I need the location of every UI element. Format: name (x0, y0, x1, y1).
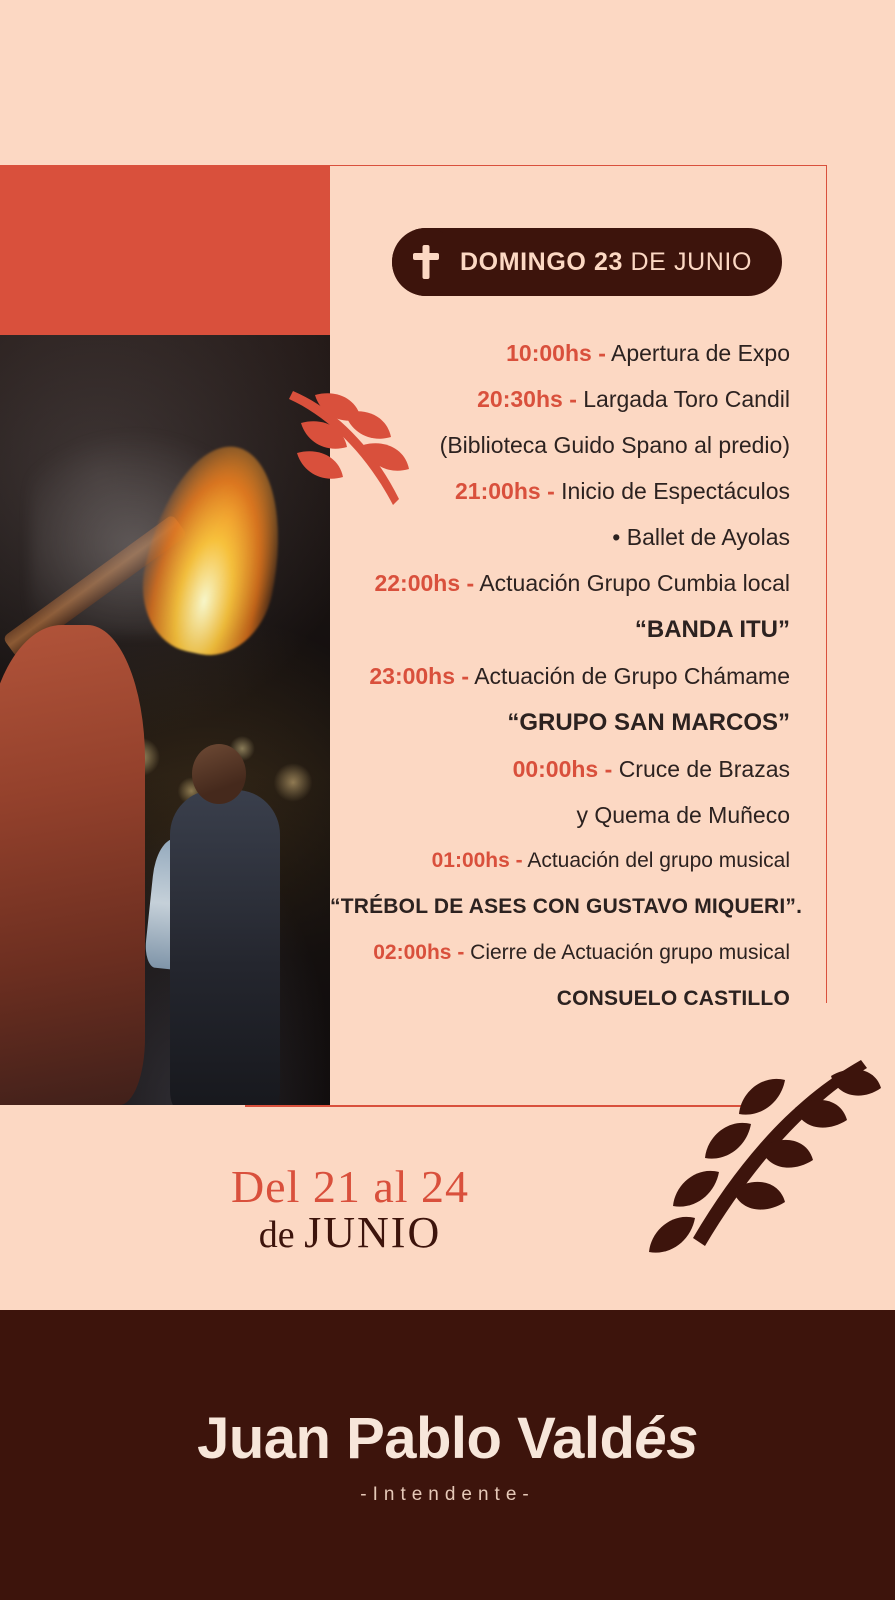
schedule-text: Actuación del grupo musical (527, 849, 790, 872)
schedule-item (330, 514, 790, 560)
schedule-item (330, 376, 790, 422)
schedule-item (330, 930, 790, 976)
schedule-item (330, 653, 790, 699)
schedule-time: 23:00hs (369, 663, 456, 689)
schedule-text: Inicio de Espectáculos (561, 478, 790, 504)
schedule-item (330, 699, 790, 746)
schedule-item (330, 422, 790, 468)
cross-icon (411, 243, 441, 281)
schedule-list (330, 330, 803, 1022)
schedule-artist: CONSUELO CASTILLO (556, 987, 790, 1010)
footer-name-main: Juan Pablo Vald (197, 1405, 635, 1471)
event-dates-de: de (258, 1214, 305, 1256)
schedule-time: 10:00hs (506, 340, 592, 366)
footer-name (197, 1405, 698, 1472)
schedule-dash: - (598, 340, 606, 366)
schedule-text: • Ballet de Ayolas (612, 524, 790, 550)
schedule-item (330, 838, 790, 884)
schedule-time: 20:30hs (477, 386, 563, 412)
date-banner-month: DE JUNIO (622, 247, 753, 276)
schedule-text: (Biblioteca Guido Spano al predio) (439, 432, 790, 458)
date-banner-day: DOMINGO 23 (460, 247, 623, 276)
schedule-dash: - (604, 756, 613, 782)
footer-role: -Intendente- (360, 1483, 535, 1505)
schedule-dash: - (569, 386, 577, 412)
date-banner-badge (392, 228, 460, 296)
schedule-item (330, 330, 790, 376)
schedule-dash: - (466, 570, 475, 596)
schedule-dash: - (547, 478, 555, 504)
schedule-artist: “TRÉBOL DE ASES CON GUSTAVO MIQUERI”. (330, 895, 803, 918)
schedule-item (330, 746, 790, 792)
schedule-text: Apertura de Expo (610, 340, 790, 366)
date-banner-text (460, 248, 752, 277)
schedule-item (330, 606, 790, 653)
photo-figure-costume (0, 625, 145, 1105)
schedule-item (330, 976, 790, 1022)
schedule-dash: - (461, 663, 470, 689)
photo-figure-boy (170, 790, 280, 1105)
event-dates-line2 (0, 1207, 700, 1258)
schedule-text: Largada Toro Candil (583, 386, 790, 412)
schedule-text: Cruce de Brazas (618, 756, 790, 782)
schedule-time: 01:00hs (431, 849, 510, 872)
date-banner (392, 228, 782, 296)
schedule-text: Actuación Grupo Cumbia local (479, 570, 790, 596)
footer-bar (0, 1310, 895, 1600)
schedule-time: 22:00hs (374, 570, 461, 596)
schedule-artist: “BANDA ITU” (634, 616, 790, 643)
schedule-time: 00:00hs (512, 756, 599, 782)
schedule-dash: - (515, 849, 523, 872)
top-red-block (0, 165, 330, 335)
schedule-item (330, 884, 803, 930)
schedule-text: Cierre de Actuación grupo musical (470, 941, 790, 964)
schedule-time: 21:00hs (455, 478, 541, 504)
schedule-item (330, 792, 790, 838)
footer-name-accent: és (634, 1405, 698, 1471)
event-dates-line1: Del 21 al 24 (230, 1161, 470, 1212)
schedule-artist: “GRUPO SAN MARCOS” (507, 709, 790, 736)
schedule-item (330, 560, 790, 606)
event-dates-month: JUNIO (304, 1208, 442, 1257)
schedule-item (330, 468, 790, 514)
event-dates (0, 1160, 700, 1258)
schedule-dash: - (457, 941, 465, 964)
schedule-text: y Quema de Muñeco (576, 802, 790, 828)
schedule-time: 02:00hs (373, 941, 452, 964)
schedule-text: Actuación de Grupo Chámame (474, 663, 790, 689)
